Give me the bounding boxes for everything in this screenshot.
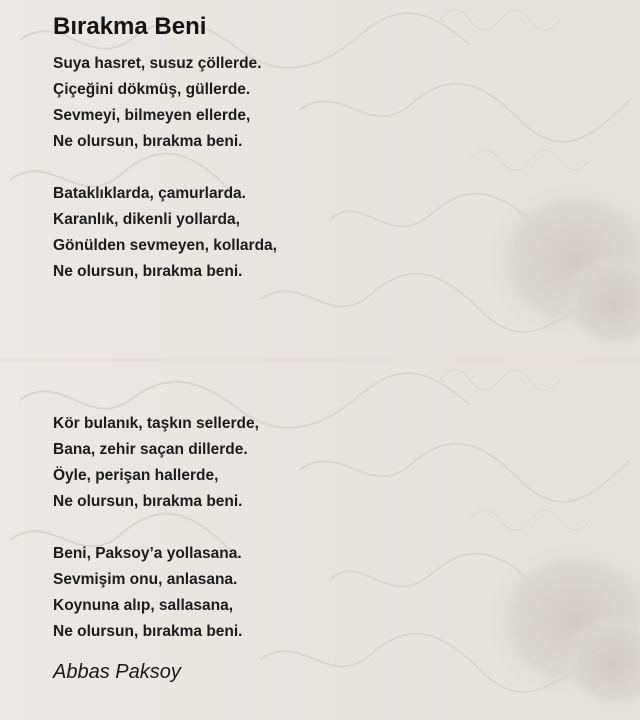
poem-line: Gönülden sevmeyen, kollarda, [53, 237, 277, 254]
poem-line: Öyle, perişan hallerde, [53, 467, 219, 484]
stanza-4 [53, 541, 243, 645]
poem-line: Karanlık, dikenli yollarda, [53, 211, 240, 228]
stanza-3 [53, 411, 259, 515]
poem-line: Ne olursun, bırakma beni. [53, 133, 243, 150]
poem-line: Ne olursun, bırakma beni. [53, 263, 243, 280]
poem-title: Bırakma Beni [53, 13, 207, 40]
poem-line: Suya hasret, susuz çöllerde. [53, 55, 262, 72]
poem-line: Sevmeyi, bilmeyen ellerde, [53, 107, 251, 124]
poem-line: Bataklıklarda, çamurlarda. [53, 185, 246, 202]
stanza-1 [53, 51, 261, 155]
poem-line: Ne olursun, bırakma beni. [53, 493, 243, 510]
poem-line: Koynuna alıp, sallasana, [53, 597, 234, 614]
poem-line: Bana, zehir saçan dillerde. [53, 441, 248, 458]
poem-line: Ne olursun, bırakma beni. [53, 623, 243, 640]
poem-line: Kör bulanık, taşkın sellerde, [53, 415, 259, 432]
poem-line: Sevmişim onu, anlasana. [53, 571, 238, 588]
poem-line: Beni, Paksoy’a yollasana. [53, 545, 242, 562]
poem-author: Abbas Paksoy [53, 661, 181, 683]
poem-line: Çiçeğini dökmüş, güllerde. [53, 81, 251, 98]
stanza-2 [53, 181, 277, 285]
